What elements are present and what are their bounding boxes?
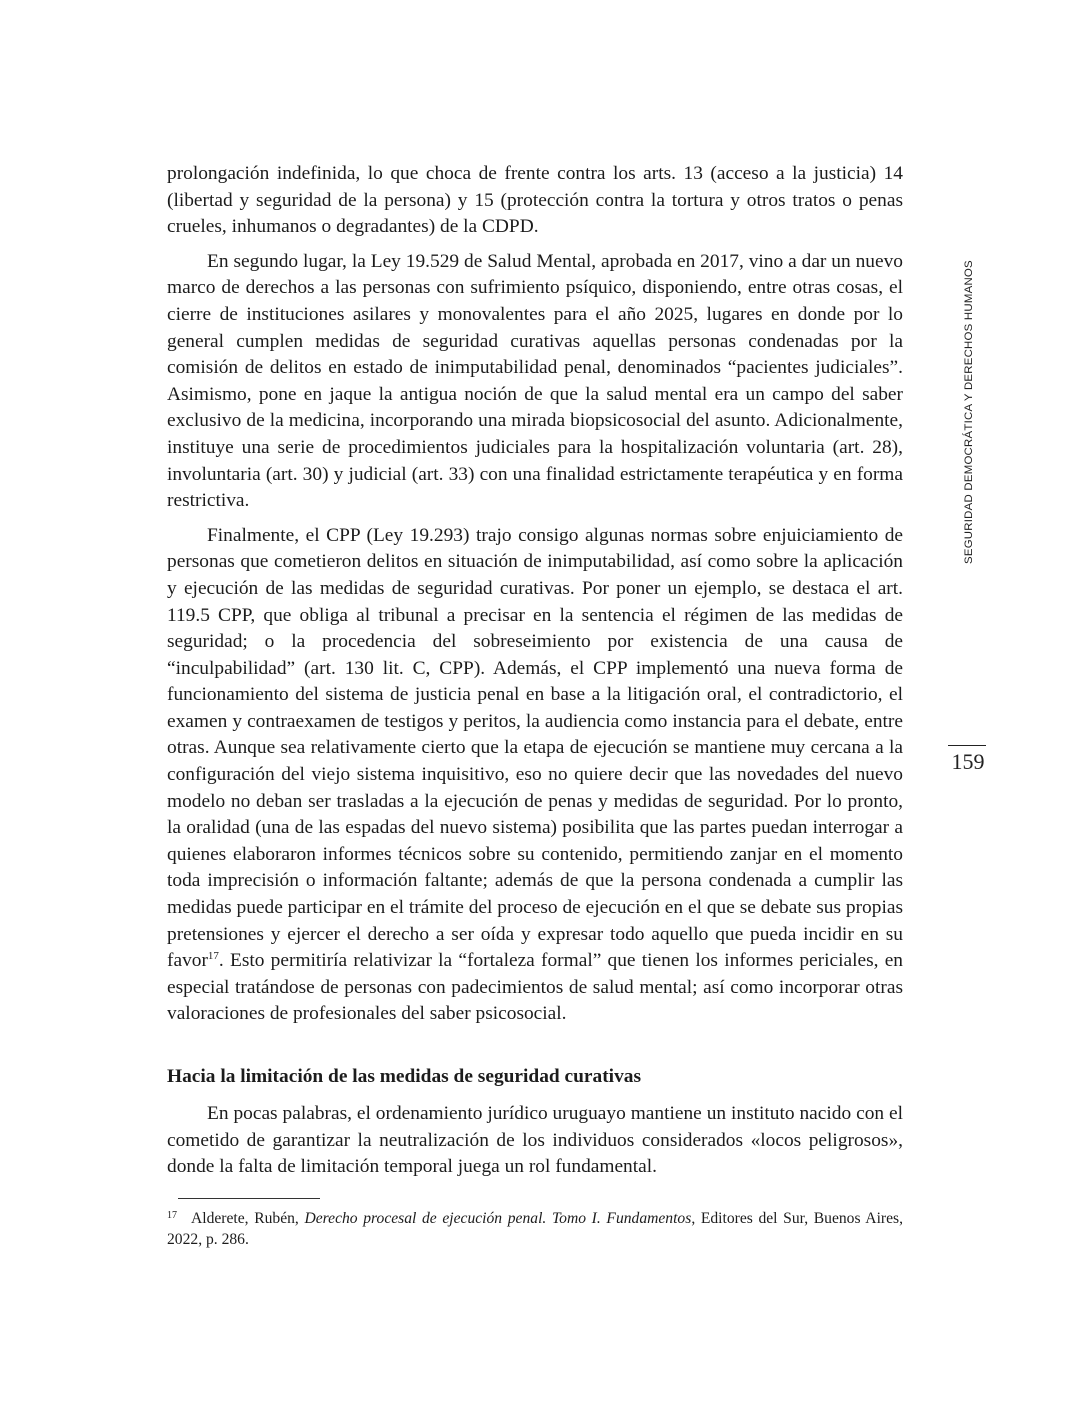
paragraph-cpp-text-end: . Esto permitiría relativizar la “fortaleza formal” que tienen los informes periciales, en especial tratándose de personas con padecimientos de salud mental; así como incorporar otras valoraciones de profesionales del saber psicosocial.: [167, 950, 903, 1025]
paragraph-cpp-text: Finalmente, el CPP (Ley 19.293) trajo consigo algunas normas sobre enjuiciamiento de personas que cometieron delitos en situación de inimputabilidad, así como sobre la aplicación y ejecución de las medidas de seguridad curativas. Por poner un ejemplo, se destaca el art. 119.5 CPP, que obliga al tribunal a precisar en la sentencia el régimen de las medidas de seguridad; o la procedencia del sobreseimiento por existencia de una causa de “inculpabilidad” (art. 130 lit. C, CPP). Además, el CPP implementó una nueva forma de funcionamiento del sistema de justicia penal en base a la litigación oral, el contradictorio, el examen y contraexamen de testigos y peritos, la audiencia como instancia para el debate, entre otras. Aunque sea relativamente cierto que la etapa de ejecución se mantiene muy cercana a la configuración del viejo sistema inquisitivo, eso no quiere decir que las novedades del nuevo modelo no deban ser trasladas a la ejecución de penas y medidas de seguridad. Por lo pronto, la oralidad (una de las espadas del nuevo sistema) posibilita que las partes puedan interrogar a quienes elaboraron informes técnicos sobre su contenido, permitiendo zanjar en el momento toda imprecisión o información faltante; además de que la persona condenada a cumplir las medidas puede participar en el trámite del proceso de ejecución en el que se debate sus propias pretensiones y ejercer el derecho a ser oída y expresar todo aquello que pueda incidir en su favor: [167, 524, 903, 972]
section-heading: Hacia la limitación de las medidas de seguridad curativas: [167, 1066, 642, 1087]
page-number-rule: [948, 745, 986, 746]
footnote-rule: [178, 1198, 320, 1199]
paragraph-continuation: prolongación indefinida, lo que choca de frente contra los arts. 13 (acceso a la justicia) 14 (libertad y seguridad de la persona) y 15 (protección contra la tortura y otros tratos o penas crueles, inhumanos o degradantes) de la CDPD.: [167, 163, 903, 238]
footnote-publication: , Editores del Sur, Buenos Aires, 2022, p. 286.: [167, 1210, 903, 1248]
page-number: 159: [951, 749, 985, 774]
footnote-title: Derecho procesal de ejecución penal. Tomo I. Fundamentos: [304, 1210, 692, 1227]
running-head: SEGURIDAD DEMOCRÁTICA Y DERECHOS HUMANOS: [963, 260, 975, 564]
footnote-number: 17: [167, 1210, 177, 1221]
body-text: [167, 161, 903, 1036]
section-body: [167, 1101, 903, 1181]
footnote-author: Alderete, Rubén,: [191, 1210, 305, 1227]
paragraph-section-intro: En pocas palabras, el ordenamiento jurídico uruguayo mantiene un instituto nacido con el cometido de garantizar la neutralización de los individuos considerados «locos peligrosos», donde la falta de limitación temporal juega un rol fundamental.: [167, 1103, 903, 1178]
paragraph-cpp: [167, 523, 903, 1028]
paragraph-mental-health-law: En segundo lugar, la Ley 19.529 de Salud Mental, aprobada en 2017, vino a dar un nuevo marco de derechos a las personas con sufrimiento psíquico, disponiendo, entre otras cosas, el cierre de instituciones asilares y monovalentes para el año 2025, lugares en donde por lo general cumplen medidas de seguridad curativas aquellas personas condenadas por la comisión de delitos en estado de inimputabilidad penal, denominados “pacientes judiciales”. Asimismo, pone en jaque la antigua noción de que la salud mental era un campo del saber exclusivo de la medicina, incorporando una mirada biopsicosocial del asunto. Adicionalmente, instituye una serie de procedimientos judiciales para la hospitalización voluntaria (art. 28), involuntaria (art. 30) y judicial (art. 33) con una finalidad estrictamente terapéutica y en forma restrictiva.: [167, 250, 903, 512]
footnote-reference: 17: [207, 950, 219, 963]
footnote: [167, 1205, 903, 1250]
